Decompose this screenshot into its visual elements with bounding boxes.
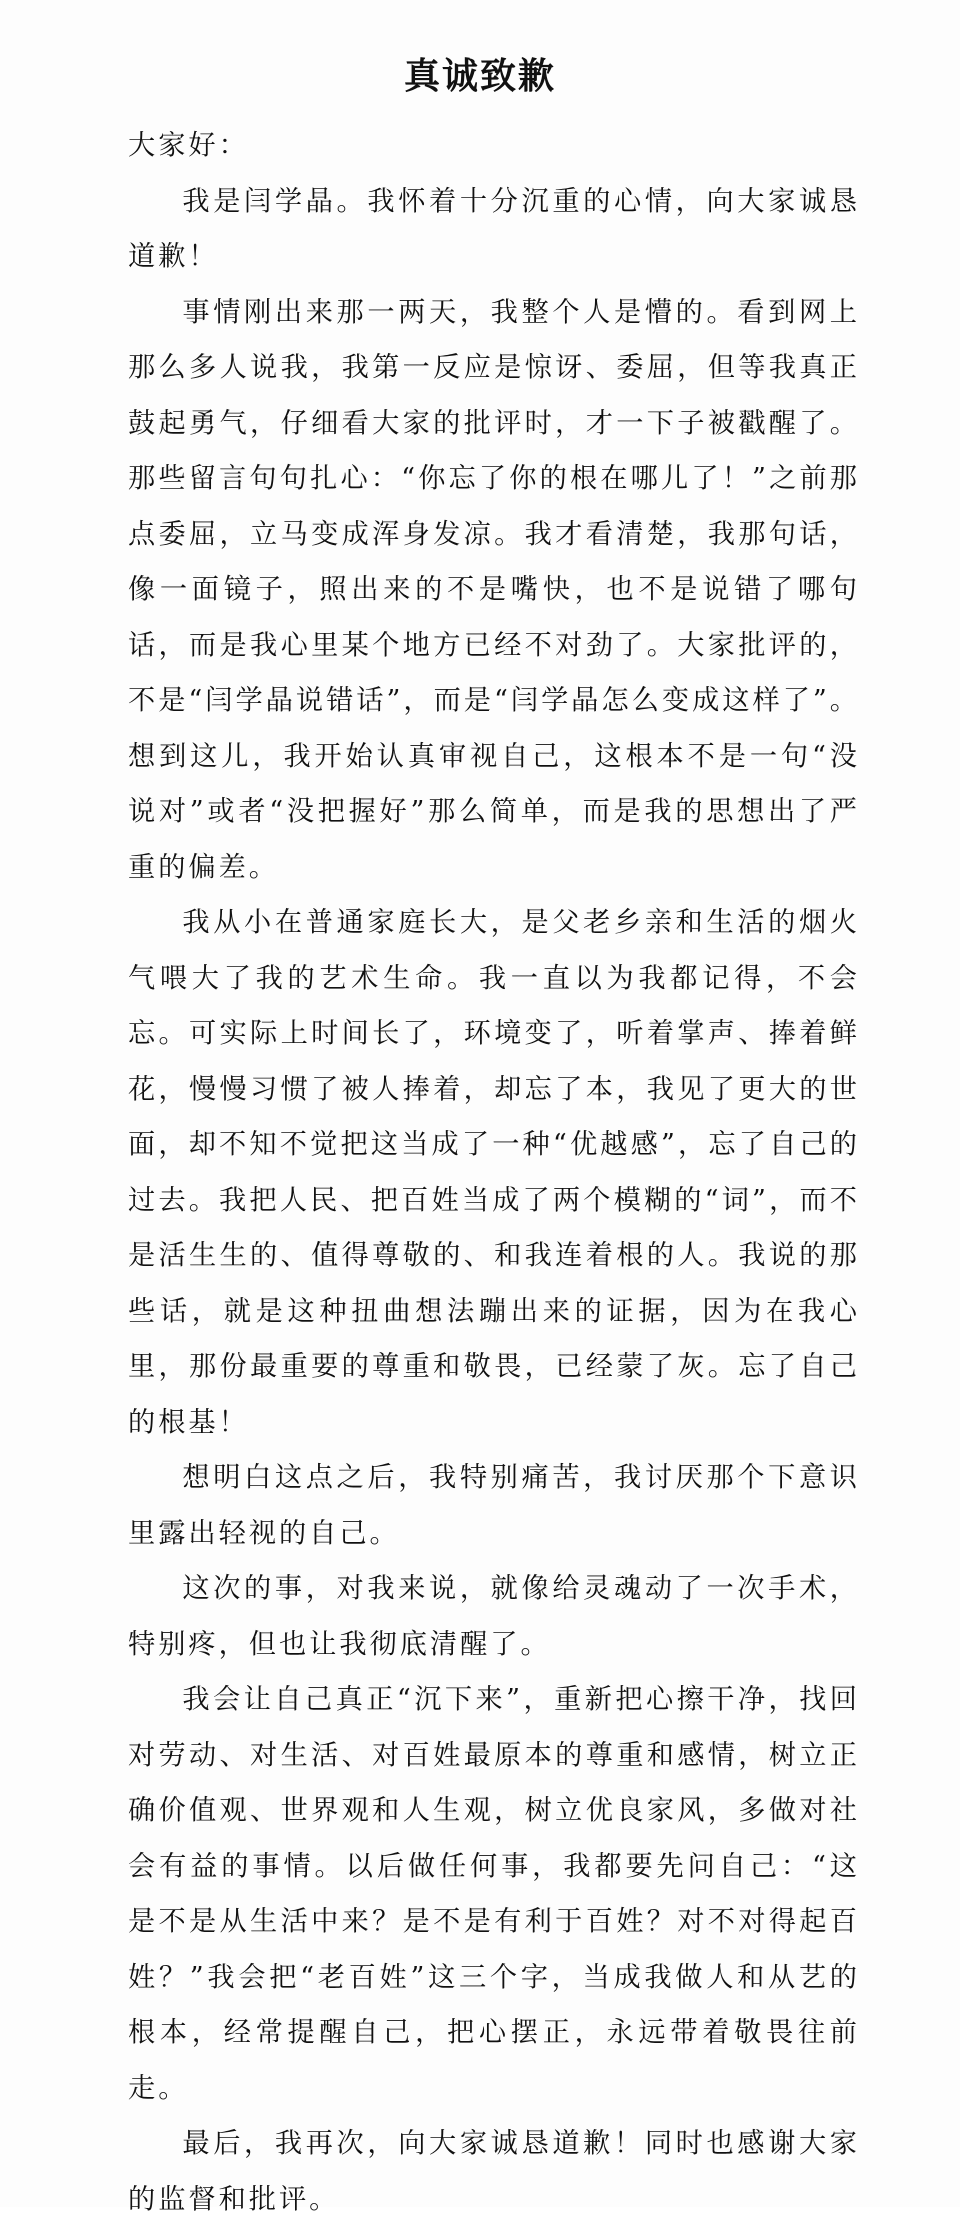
paragraph-3: 我从小在普通家庭长大，是父老乡亲和生活的烟火气喂大了我的艺术生命。我一直以为我都记得，不会忘。可实际上时间长了，环境变了，听着掌声、捧着鲜花，慢慢习惯了被人捧着，却忘了本，我见了更大的世面，却不知不觉把这当成了一种“优越感”，忘了自己的过去。我把人民、把百姓当成了两个模糊的“词”，而不是活生生的、值得尊敬的、和我连着根的人。我说的那些话，就是这种扭曲想法蹦出来的证据，因为在我心里，那份最重要的尊重和敬畏，已经蒙了灰。忘了自己的根基！ bbox=[128, 907, 860, 1438]
paragraph-5: 这次的事，对我来说，就像给灵魂动了一次手术，特别疼，但也让我彻底清醒了。 bbox=[128, 1573, 860, 1660]
document-title: 真诚致歉 bbox=[403, 55, 556, 97]
paragraph-1: 我是闫学晶。我怀着十分沉重的心情，向大家诚恳道歉！ bbox=[128, 185, 860, 272]
paragraph-2: 事情刚出来那一两天，我整个人是懵的。看到网上那么多人说我，我第一反应是惊讶、委屈，但等我真正鼓起勇气，仔细看大家的批评时，才一下子被戳醒了。那些留言句句扎心：“你忘了你的根在哪儿了！”之前那点委屈，立马变成浑身发凉。我才看清楚，我那句话，像一面镜子，照出来的不是嘴快，也不是说错了哪句话，而是我心里某个地方已经不对劲了。大家批评的，不是“闫学晶说错话”，而是“闫学晶怎么变成这样了”。想到这儿，我开始认真审视自己，这根本不是一句“没说对”或者“没把握好”那么简单，而是我的思想出了严重的偏差。 bbox=[128, 296, 860, 883]
paragraph-4: 想明白这点之后，我特别痛苦，我讨厌那个下意识里露出轻视的自己。 bbox=[128, 1462, 860, 1549]
greeting: 大家好： bbox=[128, 130, 249, 161]
paragraph-7: 最后，我再次，向大家诚恳道歉！同时也感谢大家的监督和批评。 bbox=[128, 2128, 860, 2215]
document-body bbox=[128, 118, 860, 2227]
paragraph-6: 我会让自己真正“沉下来”，重新把心擦干净，找回对劳动、对生活、对百姓最原本的尊重和感情，树立正确价值观、世界观和人生观，树立优良家风，多做对社会有益的事情。以后做任何事，我都要先问自己：“这是不是从生活中来？是不是有利于百姓？对不对得起百姓？”我会把“老百姓”这三个字，当成我做人和从艺的根本，经常提醒自己，把心摆正，永远带着敬畏往前走。 bbox=[128, 1684, 860, 2104]
